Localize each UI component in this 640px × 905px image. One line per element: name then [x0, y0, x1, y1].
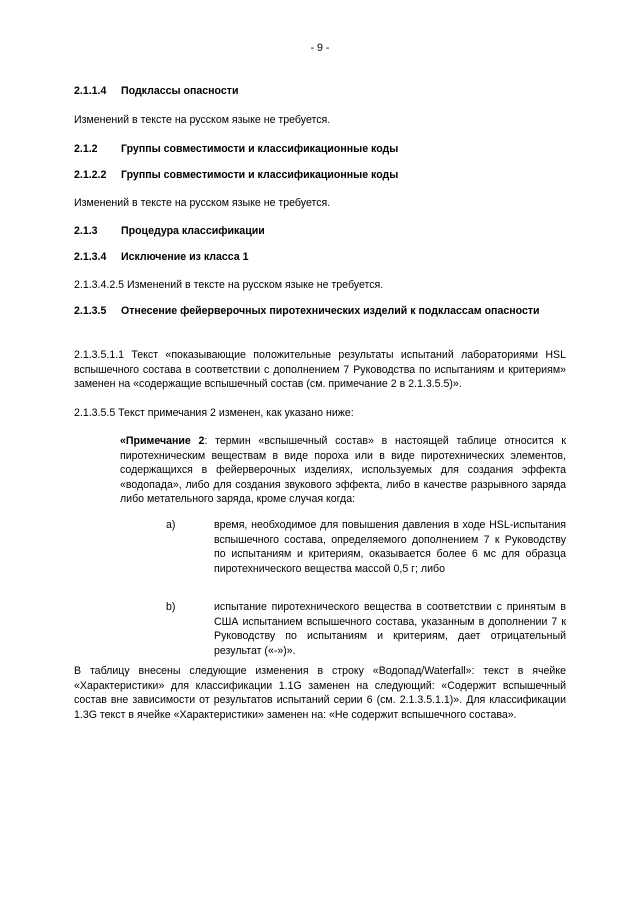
paragraph-2-1-3-5-5: 2.1.3.5.5 Текст примечания 2 изменен, как указано ниже: — [74, 407, 354, 419]
section-title: Исключение из класса 1 — [121, 251, 249, 263]
section-number: 2.1.3.5 — [74, 305, 107, 317]
heading-2-1-3 — [74, 224, 566, 239]
paragraph-2-1-3-5-1-1: 2.1.3.5.1.1 Текст «показывающие положительные результаты испытаний лабораториями HSL вспышечного состава в соответствии с дополнением 7 Руководства по испытаниям и критериям» заменен на «содержащие вспышечный состав (см. примечание 2 в 2.1.3.5.5)». — [74, 349, 566, 391]
paragraph-waterfall: В таблицу внесены следующие изменения в строку «Водопад/Waterfall»: текст в ячейке «Характеристики» для классификации 1.1G заменен на следующий: «Содержит вспышечный состав вне зависимости от результатов испытаний серии 6 (см. 2.1.3.5.1.1)». Для классификации 1.3G текст в ячейке «Характеристики» заменен на: «Не содержит вспышечного состава». — [74, 665, 566, 721]
note-label: «Примечание 2 — [120, 435, 205, 447]
section-number: 2.1.3.4 — [74, 251, 107, 263]
section-number: 2.1.1.4 — [74, 85, 107, 97]
section-number: 2.1.3 — [74, 225, 98, 237]
list-marker-b: b) — [166, 601, 176, 613]
section-title: Процедура классификации — [121, 225, 265, 237]
page-number: - 9 - — [310, 42, 330, 54]
paragraph-no-change-2: Изменений в тексте на русском языке не требуется. — [74, 197, 331, 209]
section-title: Группы совместимости и классификационные коды — [121, 143, 399, 155]
paragraph-2-1-3-4-2-5: 2.1.3.4.2.5 Изменений в тексте на русском языке не требуется. — [74, 279, 384, 291]
list-item-a: время, необходимое для повышения давления в ходе HSL-испытания вспышечного состава, определяемого дополнением 7 к Руководству по испытаниям и критериям, оказывается более 6 мс для образца пиротехнического вещества массой 0,5 г; либо — [214, 519, 566, 575]
list-item-b: испытание пиротехнического вещества в соответствии с принятым в США испытанием вспышечного состава, указанным в дополнении 7 к Руководству по испытаниям и критериям, дает отрицательный результат («-»)». — [214, 601, 566, 657]
paragraph-no-change-1: Изменений в тексте на русском языке не требуется. — [74, 114, 331, 126]
note-2 — [120, 434, 566, 507]
section-title: Подклассы опасности — [121, 85, 239, 97]
heading-2-1-3-4 — [74, 250, 566, 265]
heading-2-1-3-5 — [74, 304, 566, 319]
list-marker-a: a) — [166, 519, 176, 531]
section-title: Отнесение фейерверочных пиротехнических изделий к подклассам опасности — [121, 305, 540, 317]
section-title: Группы совместимости и классификационные коды — [121, 169, 399, 181]
note-text: : термин «вспышечный состав» в настоящей таблице относится к пиротехническим веществам в виде пороха или в виде пиротехнических элементов, содержащихся в фейерверочных изделиях, используемых для создания эффекта «водопада», либо для создания звукового эффекта, либо в качестве разрывного заряда либо метательного заряда, кроме случая когда: — [120, 435, 566, 506]
heading-2-1-2 — [74, 142, 566, 157]
heading-2-1-2-2 — [74, 168, 566, 183]
heading-2-1-1-4 — [74, 84, 566, 99]
section-number: 2.1.2.2 — [74, 169, 107, 181]
section-number: 2.1.2 — [74, 143, 98, 155]
